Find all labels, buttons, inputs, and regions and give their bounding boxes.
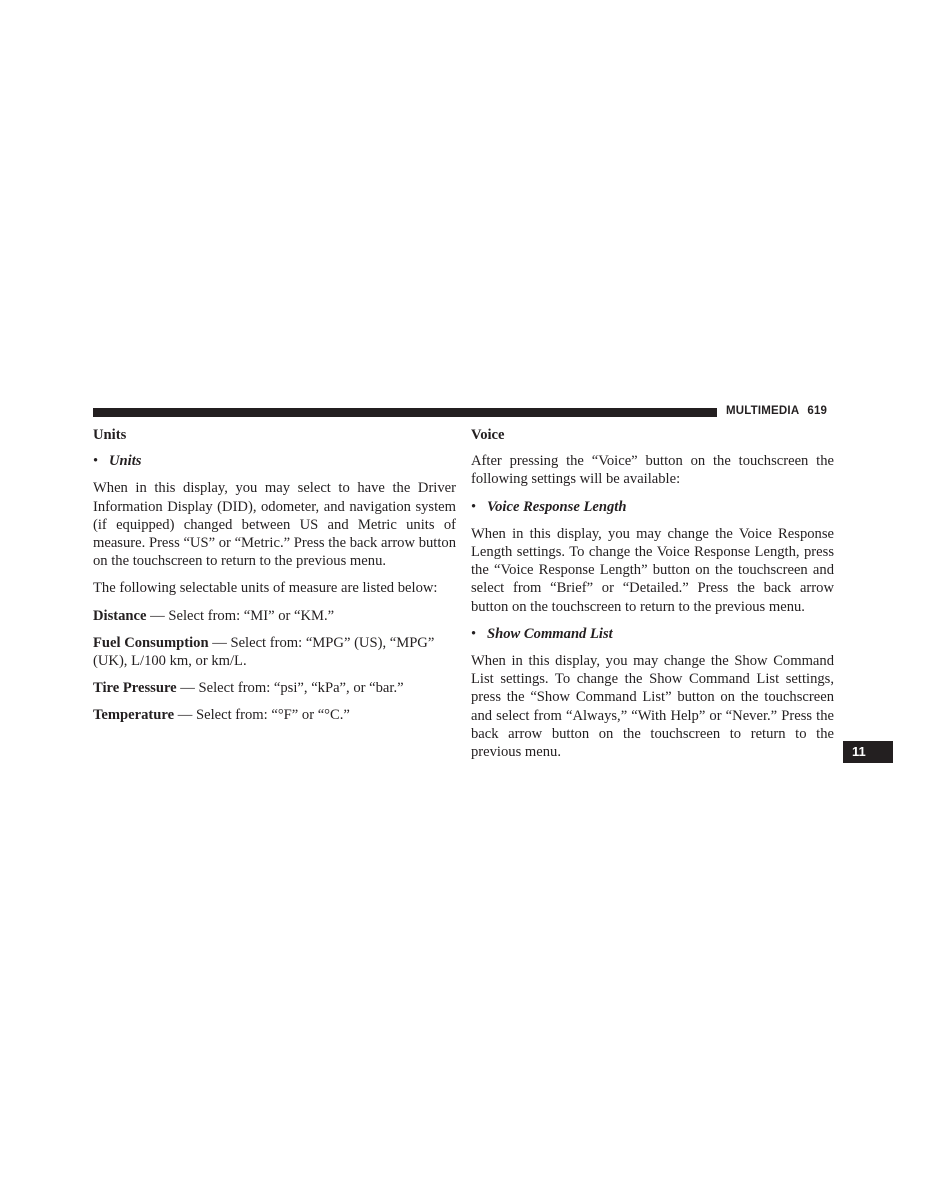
show-command-list-description: When in this display, you may change the Show Command List settings. To change the Show Command List settings, press the “Show Command List” button on the touchscreen and select from “Always,” “With Help” or “Never.” Press the back arrow button on the touchscreen to return to the previous menu. — [471, 653, 834, 761]
bullet-dot-icon: • — [471, 625, 477, 642]
right-column — [471, 426, 834, 770]
units-heading: Units — [93, 427, 127, 443]
unit-item-distance — [93, 607, 456, 625]
header-rule — [93, 408, 717, 417]
unit-term: Fuel Consumption — [93, 634, 209, 651]
unit-item-temperature — [93, 706, 456, 724]
show-command-list-bullet — [471, 625, 834, 643]
show-command-list-label: Show Command List — [487, 625, 613, 642]
left-column — [93, 426, 456, 734]
unit-term: Distance — [93, 607, 147, 624]
unit-term: Tire Pressure — [93, 680, 177, 697]
unit-term: Temperature — [93, 707, 175, 724]
section-title: MULTIMEDIA — [726, 405, 800, 417]
unit-item-tire-pressure — [93, 679, 456, 697]
voice-intro: After pressing the “Voice” button on the touchscreen the following settings will be available: — [471, 453, 834, 488]
unit-options: — Select from: “psi”, “kPa”, or “bar.” — [176, 680, 404, 697]
voice-response-length-label: Voice Response Length — [487, 498, 627, 515]
bullet-dot-icon: • — [93, 453, 99, 470]
page-number: 619 — [807, 405, 828, 417]
running-header — [726, 405, 827, 417]
voice-heading: Voice — [471, 427, 505, 443]
units-description: When in this display, you may select to have the Driver Information Display (DID), odometer, and navigation system (if equipped) changed between US and Metric units of measure. Press “US” or “Metric.” Press the back arrow button on the touchscreen to return to the previous menu. — [93, 480, 456, 570]
unit-options: — Select from: “°F” or “°C.” — [174, 707, 350, 724]
unit-item-fuel-consumption — [93, 634, 456, 670]
chapter-tab: 11 — [843, 741, 893, 763]
units-bullet — [93, 452, 456, 470]
voice-response-length-description: When in this display, you may change the Voice Response Length settings. To change the Voice Response Length, press the “Voice Response Length” button on the touchscreen and select from “Brief” or “Detailed.” Press the back arrow button on the touchscreen to return to the previous menu. — [471, 525, 834, 615]
unit-options: — Select from: “MPG” (US), “MPG” (UK), L/100 km, or km/L. — [93, 634, 435, 670]
units-bullet-label: Units — [109, 453, 142, 470]
voice-response-length-bullet — [471, 498, 834, 516]
unit-options: — Select from: “MI” or “KM.” — [146, 607, 335, 624]
units-list-intro: The following selectable units of measure are listed below: — [93, 580, 438, 597]
bullet-dot-icon: • — [471, 498, 477, 515]
